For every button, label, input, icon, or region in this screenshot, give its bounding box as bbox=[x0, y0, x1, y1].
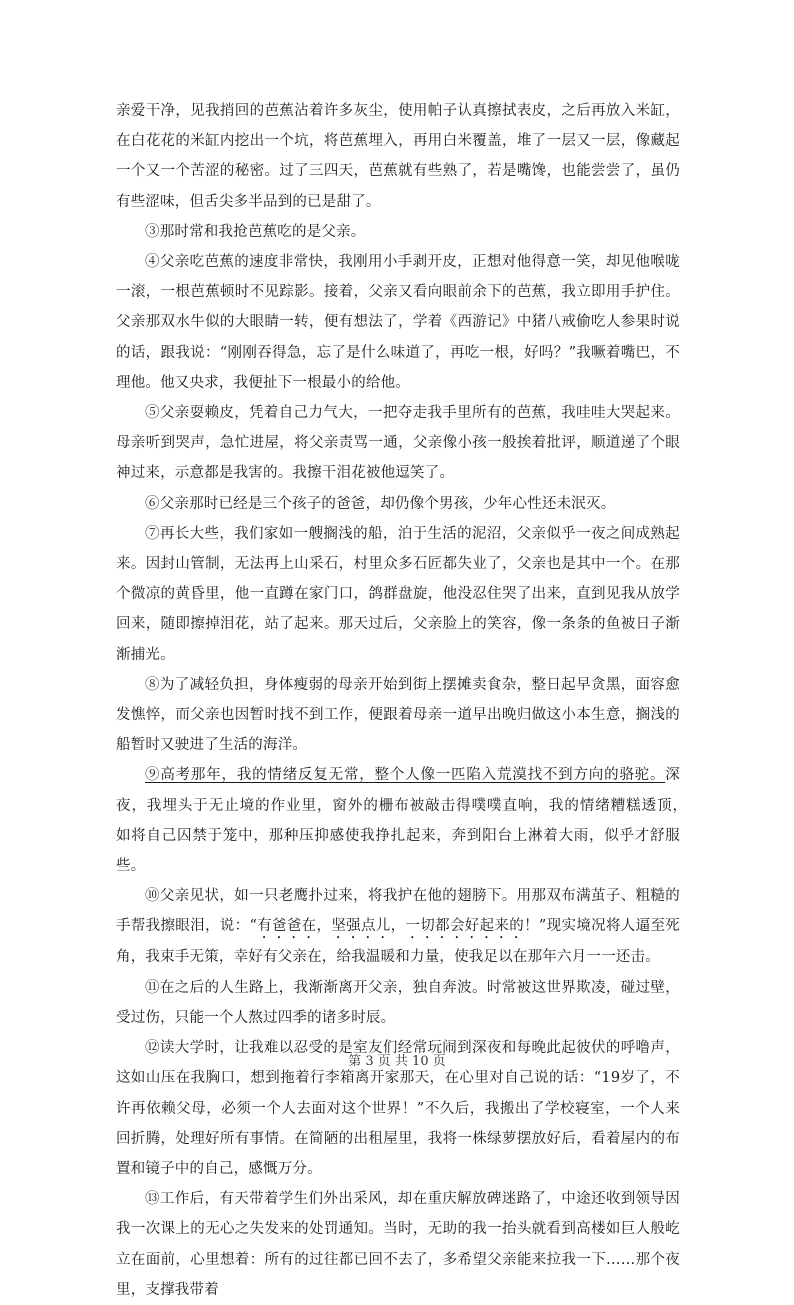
paragraph-11: ⑪在之后的人生路上，我渐渐离开父亲，独自奔波。时常被这世界欺凌，碰过壁，受过伤，只能一个人熬过四季的诸多时辰。 bbox=[116, 979, 680, 1026]
article-body bbox=[116, 96, 695, 1305]
paragraph-13: ⑬工作后，有天带着学生们外出采风，却在重庆解放碑迷路了，中途还收到领导因我一次课上的无心之失发来的处罚通知。当时，无助的我一抬头就看到高楼如巨人般屹立在面前，心里想着：所有的过往都已回不去了，多希望父亲能来拉我一下……那个夜里，支撑我带着 bbox=[116, 1191, 680, 1298]
paragraph-number: ⑨ bbox=[145, 767, 161, 784]
paragraph-10-part2: ！”现实境况将人逼至死角，我束手无策，幸好有父亲在，给我温暖和力量，使我足以在那年六月一一还击。 bbox=[116, 918, 680, 966]
underlined-sentence bbox=[145, 767, 665, 783]
paragraph-4: ④父亲吃芭蕉的速度非常快，我刚用小手剥开皮，正想对他得意一笑，却见他喉咙一滚，一根芭蕉顿时不见踪影。接着，父亲又看向眼前余下的芭蕉，我立即用手护住。父亲那双水牛似的大眼睛一转，便有想法了，学着《西游记》中猪八戒偷吃人参果时说的话，跟我说：“刚刚吞得急，忘了是什么味道了，再吃一根，好吗？”我噘着嘴巴，不理他。他又央求，我便扯下一根最小的给他。 bbox=[116, 254, 680, 391]
paragraph-8: ⑧为了减轻负担，身体瘦弱的母亲开始到街上摆摊卖食杂，整日起早贪黑，面容愈发憔悴，而父亲也因暂时找不到工作，便跟着母亲一道早出晚归做这小本生意，搁浅的船暂时又驶进了生活的海洋。 bbox=[116, 676, 680, 754]
paragraph-9 bbox=[116, 760, 695, 881]
paragraph-12: ⑫读大学时，让我难以忍受的是室友们经常玩闹到深夜和每晚此起彼伏的呼噜声，这如山压在我胸口，想到拖着行李箱离开家那天，在心里对自己说的话：“19岁了，不许再依赖父母，必须一个人去面对这个世界！”不久后，我搬出了学校寝室，一个人来回折腾，处理好所有事情。在简陋的出租屋里，我将一株绿萝摆放好后，看着屋内的布置和镜子中的自己，感慨万分。 bbox=[116, 1040, 680, 1177]
paragraph-3: ③那时常和我抢芭蕉吃的是父亲。 bbox=[145, 223, 366, 240]
paragraph-7: ⑦再长大些，我们家如一艘搁浅的船，泊于生活的泥沼，父亲似乎一夜之间成熟起来。因封山管制，无法再上山采石，村里众多石匠都失业了，父亲也是其中一个。在那个微凉的黄昏里，他一直蹲在家门口，鸽群盘旋，他没忍住哭了出来，直到见我从放学回来，随即擦掉泪花，站了起来。那天过后，父亲脸上的笑容，像一条条的鱼被日子渐渐捕光。 bbox=[116, 525, 680, 663]
paragraph-9-rest: 深夜，我埋头于无止境的作业里，窗外的栅布被敲击得噗噗直响，我的情绪糟糕透顶， 如将自己囚禁于笼中，那种压抑感使我挣扎起来，奔到阳台上淋着大雨，似乎才舒服些。 bbox=[116, 767, 695, 875]
paragraph-2-continued: 亲爱干净，见我捎回的芭蕉沾着许多灰尘，使用帕子认真擦拭表皮，之后再放入米缸，在白花花的米缸内挖出一个坑，将芭蕉埋入，再用白米覆盖，堆了一层又一层，像藏起一个又一个苦涩的秘密。过了三四天，芭蕉就有些熟了，若是嘴馋，也能尝尝了，虽仍有些涩味，但舌尖多半品到的已是甜了。 bbox=[116, 103, 680, 210]
page-footer: 第 3 页 共 10 页 bbox=[348, 1054, 446, 1069]
paragraph-6: ⑥父亲那时已经是三个孩子的爸爸，却仍像个男孩，少年心性还未泯灭。 bbox=[145, 495, 616, 512]
paragraph-10-part1: ⑩父亲见状，如一只老鹰扑过来，将我护在他的翅膀下。用那双布满茧子、粗糙的手帮我擦眼泪，说：“ bbox=[116, 888, 680, 935]
emphasized-quote: 有爸爸在，坚强点儿，一切都会好起来的 bbox=[257, 918, 525, 935]
paragraph-5: ⑤父亲耍赖皮，凭着自己力气大，一把夺走我手里所有的芭蕉，我哇哇大哭起来。母亲听到哭声，急忙进屋，将父亲责骂一通，父亲像小孩一般挨着批评，顺道递了个眼神过来，示意都是我害的。我擦干泪花被他逗笑了。 bbox=[116, 405, 680, 482]
underlined-text: 高考那年，我的情绪反复无常，整个人像一匹陷入荒漠找不到方向的骆驼。 bbox=[160, 767, 666, 784]
paragraph-10 bbox=[116, 881, 680, 972]
